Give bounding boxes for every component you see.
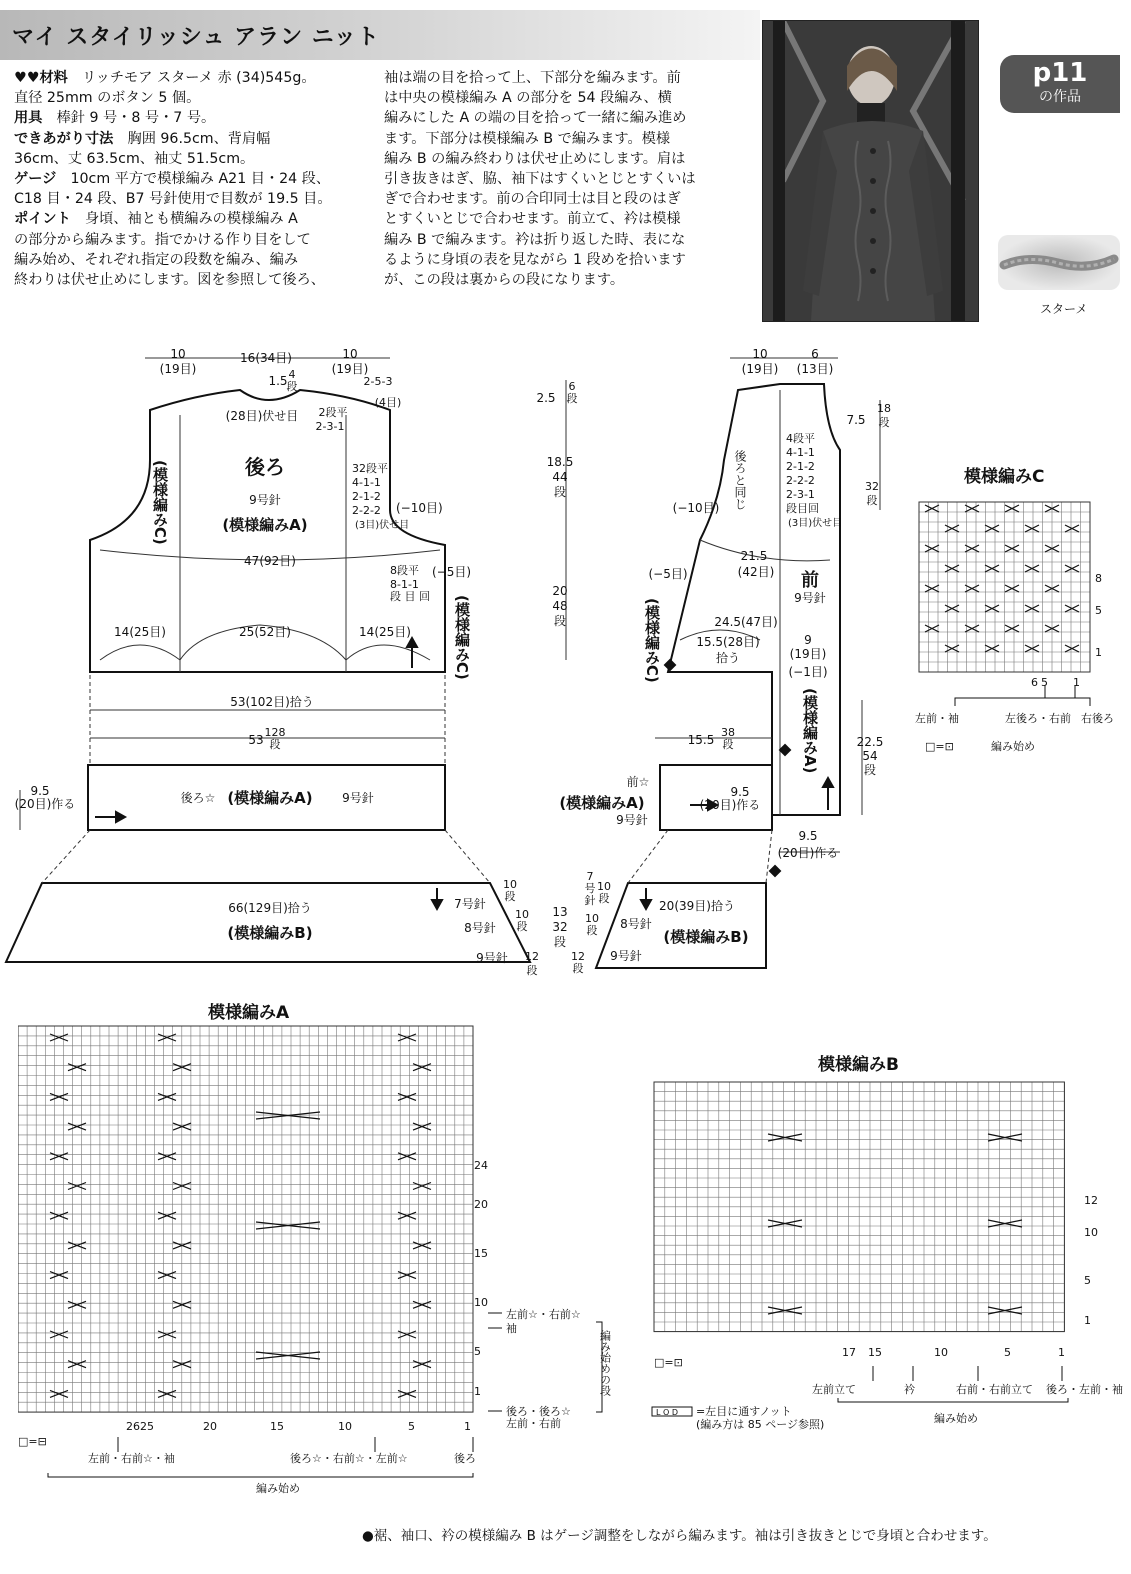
svg-text:L O D: L O D: [656, 1408, 678, 1417]
instructions-line: ぎで合わせます。前の合印同士は目と段のはぎ: [384, 191, 681, 208]
back-bottom-2: 25(52目): [239, 625, 291, 639]
back-skirt-pickup: 66(129目)拾う: [228, 901, 312, 915]
front-length-1: 22.5: [856, 735, 884, 749]
front-band-needle: 9号針: [616, 813, 648, 827]
back-neck-1: 1.5: [268, 374, 288, 388]
front-dim-19: (19目): [789, 647, 827, 661]
front-length-2: 54: [862, 749, 878, 763]
front-band-pattern: (模様編みA): [559, 794, 645, 812]
materials-text-part: リッチモア スターメ 赤 (34)545g。: [67, 70, 316, 86]
back-skirt-needle-1: 7号針: [454, 897, 486, 911]
front-shape-6: 段目回: [786, 502, 819, 515]
back-rows53-c: 段: [269, 738, 281, 751]
back-dim-shoulder-r: 10: [342, 347, 358, 361]
front-dim-9: 9: [804, 633, 812, 647]
back-arm-1: 32段平: [352, 462, 388, 475]
chart-a-row-15: 15: [474, 1247, 488, 1260]
chart-b-symbol: □=⊡: [654, 1356, 683, 1369]
materials-text-part: 棒針 9 号・8 号・7 号。: [42, 110, 216, 127]
back-band-pattern: (模様編みA): [227, 789, 313, 807]
skirt-dim-10: 段: [586, 924, 598, 937]
materials-heading: ♥♥材料: [14, 70, 68, 86]
chart-b-bottom-3: 右前・右前立て: [956, 1383, 1033, 1396]
side-dim-8: 48: [552, 599, 568, 613]
skirt-dim-3: 針: [584, 894, 596, 907]
back-skirt-needle-2: 8号針: [464, 921, 496, 935]
front-dim-pickup: 拾う: [715, 651, 741, 665]
materials-line: [14, 108, 332, 128]
instructions-line: ます。下部分は模様編み B で編みます。模様: [384, 130, 671, 147]
front-length-3: 段: [863, 763, 877, 777]
front-cast-2: (20目)作る: [777, 846, 839, 860]
page-number: p11: [1032, 58, 1088, 88]
materials-line: [14, 189, 332, 209]
yarn-label: スターメ: [1040, 302, 1088, 316]
back-side-1: 8段平: [390, 564, 419, 577]
chart-b-col-1: 1: [1058, 1346, 1065, 1359]
chart-a-bottom-3: 後ろ: [454, 1452, 476, 1465]
back-left-pattern-c: (模様編みC): [151, 460, 169, 545]
chart-c-row-1: 1: [1095, 646, 1102, 659]
front-dim-1: 10: [752, 347, 768, 361]
chart-b-col-15: 15: [868, 1346, 882, 1359]
chart-c-col-5: 5: [1041, 676, 1048, 689]
instructions-text: [384, 68, 696, 290]
materials-line: [14, 68, 332, 88]
front-neck-3: 段: [878, 416, 890, 429]
back-arm-3: 2-1-2: [352, 490, 381, 503]
materials-text-part: 36cm、丈 63.5cm、袖丈 51.5cm。: [14, 150, 255, 167]
back-width47: 47(92目): [244, 554, 296, 568]
back-arm-2: 4-1-1: [352, 476, 381, 489]
chart-a-col-20: 20: [203, 1420, 217, 1433]
skirt-dim-11: 12: [571, 950, 585, 963]
chart-b-knot-1: =左目に通すノット: [696, 1405, 792, 1418]
skirt-dim-12: 段: [572, 962, 584, 975]
chart-b-col-10: 10: [934, 1346, 948, 1359]
front-width-sts: (42目): [737, 565, 775, 579]
back-skirt-outline: [6, 883, 530, 962]
skirt-dim-6: 13: [552, 905, 568, 919]
back-band-dim: 9.5: [30, 784, 50, 798]
yarn-sample: [998, 235, 1120, 290]
front-pick155-3: 段: [722, 738, 734, 751]
front-dim-minus1: (−1目): [788, 665, 828, 679]
back-arm-4: 2-2-2: [352, 504, 381, 517]
front-skirt-needle-2: 9号針: [610, 949, 642, 963]
skirt-dim-2: 号: [584, 882, 596, 895]
materials-line: [14, 250, 332, 270]
materials-line: [14, 149, 332, 169]
back-neck-3: 段: [286, 380, 298, 393]
chart-a: [18, 1022, 638, 1502]
back-bottom-1: 14(25目): [114, 625, 166, 639]
chart-b-bottom-1: 左前立て: [812, 1383, 856, 1396]
chart-b-row-1: 1: [1084, 1314, 1091, 1327]
materials-heading: 用具: [14, 110, 43, 127]
bottom-note: ●裾、袖口、衿の模様編み B はゲージ調整をしながら編みます。袖は引き抜きとじで身頃と合わせます。: [362, 1528, 997, 1544]
instructions-line: が、この段は裏からの段になります。: [384, 272, 625, 289]
back-band-dim-sts: (20目)作る: [14, 797, 76, 811]
chart-a-col-2625: 2625: [126, 1420, 154, 1433]
materials-line: [14, 270, 332, 290]
chart-c-col-1: 1: [1073, 676, 1080, 689]
chart-a-col-1: 1: [464, 1420, 471, 1433]
front-dim-4: (13目): [796, 362, 834, 376]
front-neck-1: 7.5: [846, 413, 866, 427]
front-pattern-a-label: (模様編みA): [801, 688, 819, 774]
materials-text-part: 身頃、袖とも横編みの模様編み A: [70, 211, 298, 228]
front-needle: 9号針: [794, 591, 826, 605]
front-name: 前: [801, 570, 819, 591]
chart-a-note-3: 後ろ・後ろ☆: [506, 1405, 571, 1418]
chart-b-col-5: 5: [1004, 1346, 1011, 1359]
instructions-line: 袖は端の目を拾って上、下部分を編みます。前: [384, 70, 681, 86]
back-name: 後ろ: [245, 455, 285, 479]
back-skirt-row-4: 段: [516, 920, 528, 933]
side-dim-5: 44: [552, 470, 568, 484]
back-skirt-row-6: 段: [526, 964, 538, 977]
front-dim-245: 24.5(47目): [714, 615, 778, 629]
instructions-line: 引き抜きはぎ、脇、袖下はすくいとじとすくいは: [384, 171, 696, 188]
chart-c-start: 編み始め: [991, 740, 1035, 753]
chart-c-legend-2: 左後ろ・右前: [1005, 712, 1071, 725]
model-photo: [762, 20, 979, 322]
side-dim-1: 2.5: [536, 391, 556, 405]
materials-text-part: 終わりは伏せ止めにします。図を参照して後ろ、: [14, 272, 325, 289]
chart-b-title: 模様編みB: [818, 1055, 899, 1075]
chart-a-col-15: 15: [270, 1420, 284, 1433]
chart-a-symbol: □=⊟: [18, 1435, 47, 1448]
front-pick155-1: 15.5: [687, 733, 715, 747]
materials-line: [14, 169, 332, 189]
side-dim-3: 段: [566, 392, 578, 405]
chart-c-title: 模様編みC: [964, 467, 1045, 487]
materials-line: [14, 129, 332, 149]
chart-b-bottom-2: 衿: [904, 1383, 915, 1396]
page-sub-label: の作品: [1039, 89, 1081, 105]
chart-c-row-8: 8: [1095, 572, 1102, 585]
back-neck-8: (4目): [374, 396, 402, 409]
skirt-dim-5: 段: [598, 892, 610, 905]
chart-a-bottom-1: 左前・右前☆・袖: [88, 1452, 175, 1465]
materials-line: [14, 88, 332, 108]
chart-a-row-10: 10: [474, 1296, 488, 1309]
side-dim-9: 段: [553, 614, 567, 628]
back-rows53-a: 53: [248, 733, 264, 747]
materials-text-part: C18 目・24 段、B7 号針使用で目数が 19.5 目。: [14, 191, 332, 208]
front-side: (−5目): [648, 567, 688, 581]
skirt-dim-8: 段: [553, 935, 567, 949]
materials-text: [14, 68, 332, 290]
back-arm-5: (3目)伏せ目: [355, 520, 410, 531]
front-left-pattern-c: (模様編みC): [643, 598, 661, 683]
chart-a-title: 模様編みA: [208, 1003, 290, 1023]
materials-text-part: 編み始め、それぞれ指定の段数を編み、編み: [14, 251, 299, 268]
front-shape-7: (3目)伏せ目: [788, 518, 843, 529]
back-rows53-b: 128: [264, 726, 286, 739]
back-side-4: (−5目): [432, 565, 472, 579]
chart-a-row-1: 1: [474, 1385, 481, 1398]
chart-a-bottom-2: 後ろ☆・右前☆・左前☆: [290, 1452, 408, 1465]
chart-a-row-5: 5: [474, 1345, 481, 1358]
chart-a-row-20: 20: [474, 1198, 488, 1211]
instructions-line: 編み B の編み終わりは伏せ止めにします。肩は: [384, 150, 686, 167]
front-skirt-pickup: 20(39目)拾う: [659, 899, 735, 913]
front-shape-4: 2-2-2: [786, 474, 815, 487]
materials-heading: ポイント: [14, 211, 71, 228]
back-neck-7: 2-5-3: [363, 375, 393, 388]
chart-a-note-4: 左前・右前: [506, 1417, 561, 1430]
back-dim-shoulder-l-sts: (19目): [159, 362, 197, 376]
materials-heading: ゲージ: [14, 171, 57, 188]
skirt-dim-7: 32: [552, 920, 568, 934]
instructions-line: 編みにした A の端の目を拾って一緒に編み進め: [384, 110, 687, 127]
chart-c-symbol: □=⊡: [925, 740, 954, 753]
back-band-needle: 9号針: [342, 791, 374, 805]
front-dim-155: 15.5(28目): [696, 635, 760, 649]
front-pick155-2: 38: [721, 726, 735, 739]
back-neck-4: (28目)伏せ目: [225, 409, 299, 423]
front-same-as-back: 後ろと同じ: [733, 450, 747, 510]
side-dim-7: 20: [552, 584, 568, 598]
materials-text-part: の部分から編みます。指でかける作り目をして: [14, 231, 311, 248]
back-dim-shoulder-r-sts: (19目): [331, 362, 369, 376]
back-neck-2: 4: [288, 368, 296, 381]
chart-a-note-2: 袖: [506, 1322, 517, 1335]
materials-line: [14, 209, 332, 229]
chart-c-col-6: 6: [1031, 676, 1038, 689]
front-neck-5: 段: [866, 494, 878, 507]
chart-b-row-5: 5: [1084, 1274, 1091, 1287]
front-cast-1: 9.5: [798, 829, 818, 843]
back-skirt-needle-3: 9号針: [476, 951, 508, 965]
chart-c-legend-3: 右後ろ: [1081, 712, 1114, 725]
front-band-dim-1: 9.5: [730, 785, 750, 799]
front-armhole: (−10目): [672, 501, 720, 515]
front-band-label: 前☆: [626, 775, 650, 789]
chart-b-row-10: 10: [1084, 1226, 1098, 1239]
back-skirt-row-2: 段: [504, 890, 516, 903]
back-bottom-3: 14(25目): [359, 625, 411, 639]
back-pattern: (模様編みA): [222, 516, 308, 534]
chart-b-row-12: 12: [1084, 1194, 1098, 1207]
front-dim-3: 6: [811, 347, 819, 361]
back-arm-6: (−10目): [396, 501, 443, 515]
front-skirt-needle-1: 8号針: [620, 917, 652, 931]
back-dim-shoulder-l: 10: [170, 347, 186, 361]
materials-heading: できあがり寸法: [14, 130, 114, 147]
front-width: 21.5: [740, 549, 768, 563]
materials-line: [14, 230, 332, 250]
chart-b-bottom-4: 後ろ・左前・袖: [1046, 1383, 1123, 1396]
skirt-dim-9: 10: [585, 912, 599, 925]
instructions-line: は中央の模様編み A の部分を 54 段編み、横: [384, 90, 672, 107]
side-dim-2: 6: [568, 380, 576, 393]
back-needle: 9号針: [249, 493, 281, 507]
skirt-dim-1: 7: [586, 870, 594, 883]
back-dim-neck: 16(34目): [240, 351, 292, 365]
materials-text-part: 直径 25mm のボタン 5 個。: [14, 90, 201, 107]
back-skirt-row-5: 12: [525, 950, 539, 963]
chart-c-legend-1: 左前・袖: [915, 712, 959, 725]
front-skirt-pattern: (模様編みB): [663, 928, 749, 946]
front-shape-2: 4-1-1: [786, 446, 815, 459]
front-shape-5: 2-3-1: [786, 488, 815, 501]
chart-a-start: 編み始め: [256, 1482, 300, 1495]
front-band-dim-2: (20目)作る: [699, 798, 761, 812]
back-band-label: 後ろ☆: [180, 791, 216, 805]
back-skirt-row-1: 10: [503, 878, 517, 891]
instructions-line: 編み B で編みます。衿は折り返した時、表にな: [384, 231, 686, 248]
skirt-dim-4: 10: [597, 880, 611, 893]
chart-a-col-10: 10: [338, 1420, 352, 1433]
page-tab: [1000, 55, 1120, 113]
front-shape-3: 2-1-2: [786, 460, 815, 473]
front-neck-4: 32: [865, 480, 879, 493]
back-right-pattern-c: (模様編みC): [453, 595, 471, 680]
back-skirt-row-3: 10: [515, 908, 529, 921]
front-neck-2: 18: [877, 402, 891, 415]
side-dim-6: 段: [553, 485, 567, 499]
chart-c-row-5: 5: [1095, 604, 1102, 617]
back-neck-6: 2-3-1: [315, 420, 345, 433]
back-neck-5: 2段平: [318, 406, 348, 419]
chart-b-col-17: 17: [842, 1346, 856, 1359]
materials-text-part: 10cm 平方で模様編み A21 目・24 段、: [56, 171, 331, 188]
chart-a-note-1: 左前☆・右前☆: [506, 1308, 581, 1321]
back-skirt-pattern: (模様編みB): [227, 924, 313, 942]
materials-text-part: 胸囲 96.5cm、背肩幅: [113, 130, 271, 147]
chart-a-col-5: 5: [408, 1420, 415, 1433]
side-dim-4: 18.5: [546, 455, 574, 469]
chart-a-row-24: 24: [474, 1159, 488, 1172]
chart-b: [648, 1078, 1123, 1438]
instructions-line: るように身頃の表を見ながら 1 段めを拾います: [384, 251, 686, 268]
front-shape-1: 4段平: [786, 432, 815, 445]
front-dim-2: (19目): [741, 362, 779, 376]
back-side-2: 8-1-1: [390, 578, 419, 591]
back-side-3: 段 目 回: [390, 590, 430, 603]
chart-b-start: 編み始め: [934, 1412, 978, 1425]
chart-c: [915, 500, 1115, 760]
back-pickup: 53(102目)拾う: [230, 695, 314, 709]
instructions-line: とすくいとじで合わせます。前立て、衿は模様: [384, 211, 681, 228]
chart-b-knot-2: (編み方は 85 ページ参照): [696, 1418, 825, 1431]
chart-a-vertical-note: 編み始めの段: [598, 1330, 612, 1396]
title-bar: [0, 10, 760, 60]
page-title: マイ スタイリッシュ アラン ニット: [12, 25, 380, 50]
